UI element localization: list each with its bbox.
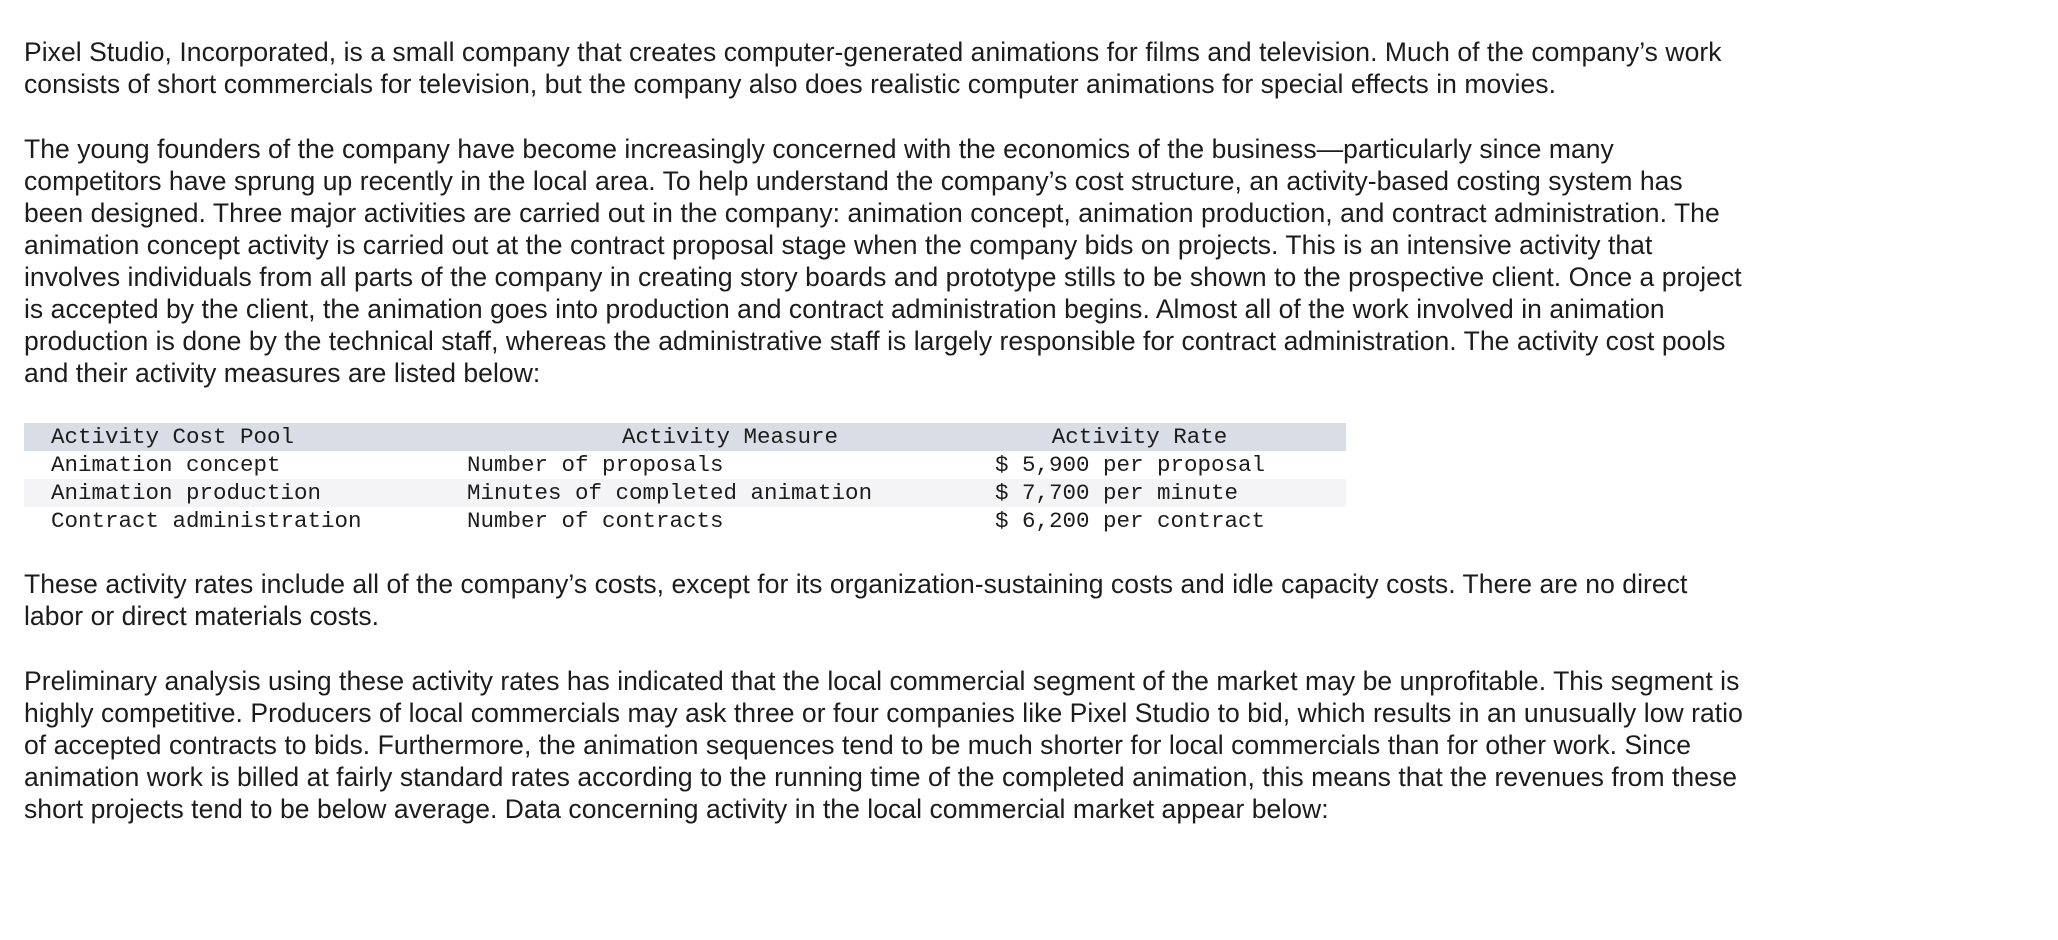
table-row bbox=[24, 507, 1346, 535]
founders-paragraph: The young founders of the company have become increasingly concerned with the economics of the business—particularly since many competitors have sprung up recently in the local area. To help understand the company’s cost structure, an activity-based costing system has been designed. Three major activities are carried out in the company: animation concept, animation production, and contract administration. The animation concept activity is carried out at the contract proposal stage when the company bids on projects. This is an intensive activity that involves individuals from all parts of the company in creating story boards and prototype stills to be shown to the prospective client. Once a project is accepted by the client, the animation goes into production and contract administration begins. Almost all of the work involved in animation production is done by the technical staff, whereas the administrative staff is largely responsible for contract administration. The activity cost pools and their activity measures are listed below: bbox=[24, 134, 1742, 388]
measure-cell: Number of contracts bbox=[467, 508, 724, 534]
rate-cell: $ 7,700 per minute bbox=[995, 480, 1239, 506]
activity-rates-table bbox=[24, 423, 1346, 535]
problem-text bbox=[24, 36, 1744, 858]
cost-pool-cell: Contract administration bbox=[51, 508, 362, 534]
table-row bbox=[24, 451, 1346, 479]
header-activity-rate: Activity Rate bbox=[1051, 424, 1228, 450]
rates-note-paragraph: These activity rates include all of the company’s costs, except for its organization-sustaining costs and idle capacity costs. There are no direct labor or direct materials costs. bbox=[24, 569, 1688, 631]
header-activity-measure: Activity Measure bbox=[621, 424, 839, 450]
cost-pool-cell: Animation concept bbox=[51, 452, 281, 478]
measure-cell: Number of proposals bbox=[467, 452, 724, 478]
cost-pool-cell: Animation production bbox=[51, 480, 322, 506]
intro-paragraph: Pixel Studio, Incorporated, is a small company that creates computer-generated animations for films and television. Much of the company’s work consists of short commercials for television, but the company also does realistic computer animations for special effects in movies. bbox=[24, 37, 1722, 99]
table-header-row bbox=[24, 423, 1346, 451]
rate-cell: $ 6,200 per contract bbox=[995, 508, 1266, 534]
table-row bbox=[24, 479, 1346, 507]
header-activity-cost-pool: Activity Cost Pool bbox=[51, 424, 295, 450]
preliminary-paragraph: Preliminary analysis using these activity rates has indicated that the local commercial segment of the market may be unprofitable. This segment is highly competitive. Producers of local commercials may ask three or four companies like Pixel Studio to bid, which results in an unusually low ratio of accepted contracts to bids. Furthermore, the animation sequences tend to be much shorter for local commercials than for other work. Since animation work is billed at fairly standard rates according to the running time of the completed animation, this means that the revenues from these short projects tend to be below average. Data concerning activity in the local commercial market appear below: bbox=[24, 666, 1743, 824]
rate-cell: $ 5,900 per proposal bbox=[995, 452, 1266, 478]
measure-cell: Minutes of completed animation bbox=[467, 480, 873, 506]
